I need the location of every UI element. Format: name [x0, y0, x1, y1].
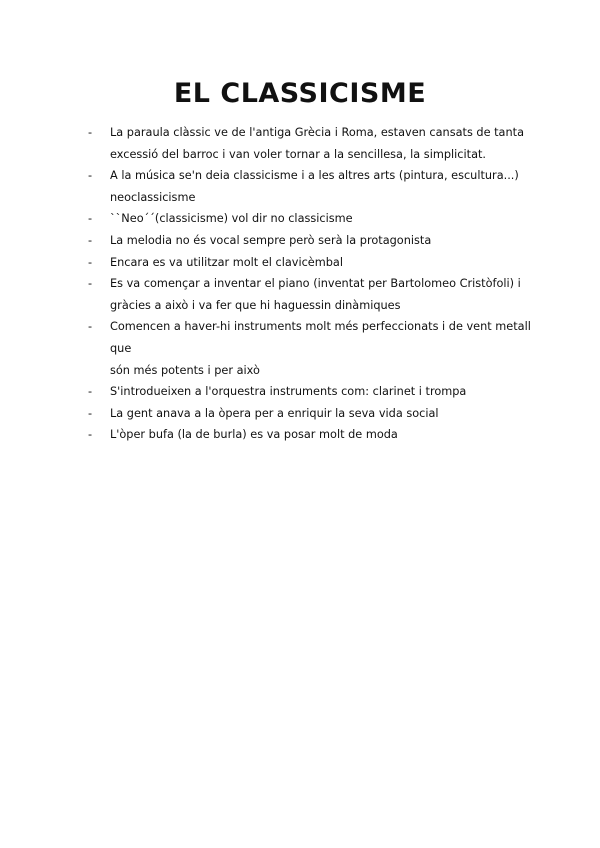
bullet-item — [88, 252, 534, 274]
bullet-item — [88, 165, 534, 208]
bullet-item — [88, 208, 534, 230]
bullet-item — [88, 122, 534, 165]
bullet-text: La melodia no és vocal sempre però serà la protagonista — [110, 233, 432, 247]
bullet-text: L'òper bufa (la de burla) es va posar molt de moda — [110, 428, 398, 442]
bullet-text: S'introdueixen a l'orquestra instruments com: clarinet i trompa — [110, 385, 467, 399]
document-title: EL CLASSICISME — [173, 78, 427, 109]
bullet-dash: - — [88, 169, 93, 183]
bullet-text: La gent anava a la òpera per a enriquir la seva vida social — [110, 406, 439, 420]
bullet-text: Comencen a haver-hi instruments molt més perfeccionats i de vent metall que són més potents i per això — [110, 320, 531, 377]
bullet-item — [88, 273, 534, 316]
bullet-text: Encara es va utilitzar molt el clavicèmbal — [110, 255, 343, 269]
bullet-dash: - — [88, 277, 93, 291]
bullet-dash: - — [88, 385, 93, 399]
bullet-dash: - — [88, 255, 93, 269]
bullet-dash: - — [88, 428, 93, 442]
bullet-item — [88, 381, 534, 403]
bullet-list — [88, 122, 534, 446]
bullet-text: ``Neo´´(classicisme) vol dir no classicisme — [110, 212, 353, 226]
bullet-item — [88, 230, 534, 252]
bullet-text: La paraula clàssic ve de l'antiga Grècia i Roma, estaven cansats de tanta excessió del barroc i van voler tornar a la sencillesa, la simplicitat. — [110, 126, 524, 161]
bullet-dash: - — [88, 212, 93, 226]
bullet-text: Es va començar a inventar el piano (inventat per Bartolomeo Cristòfoli) i gràcies a això i va fer que hi haguessin dinàmiques — [110, 277, 521, 312]
bullet-item — [88, 316, 534, 381]
bullet-dash: - — [88, 406, 93, 420]
bullet-item — [88, 424, 534, 446]
bullet-dash: - — [88, 126, 93, 139]
bullet-item — [88, 403, 534, 425]
bullet-dash: - — [88, 233, 93, 247]
bullet-dash: - — [88, 320, 93, 334]
bullet-text: A la música se'n deia classicisme i a les altres arts (pintura, escultura...) neoclassicisme — [110, 169, 519, 204]
